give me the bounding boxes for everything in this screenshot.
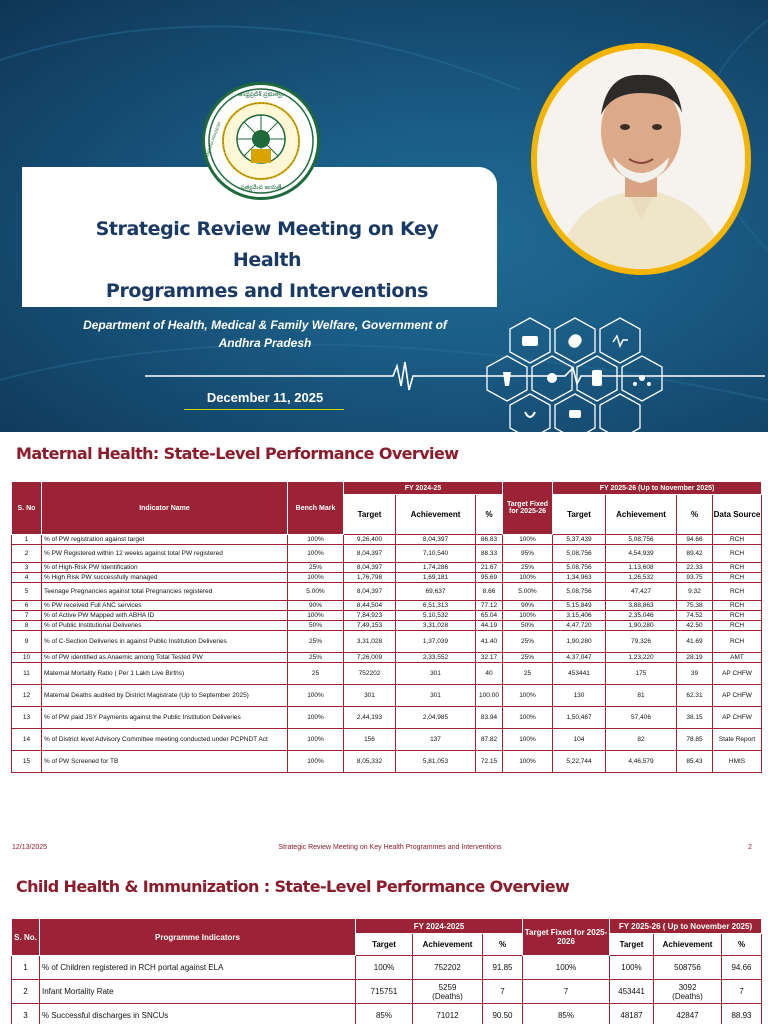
- cell-name: % of PW identified as Anaemic among Total Tested PW: [42, 653, 288, 663]
- maternal-slide-title: Maternal Health: State-Level Performance Overview: [16, 444, 459, 463]
- cell-t1: 8,04,397: [344, 545, 396, 563]
- cell-tf: 25%: [503, 563, 553, 573]
- cell-p1: 41.40: [476, 631, 503, 653]
- child-slide-title: Child Health & Immunization : State-Level Performance Overview: [16, 877, 570, 896]
- cell-tf: 85%: [523, 1004, 610, 1024]
- cell-t1: 8,05,332: [344, 751, 396, 773]
- cell-bench: 100%: [288, 611, 344, 621]
- cell-src: RCH: [713, 545, 762, 563]
- cell-bench: 100%: [288, 751, 344, 773]
- table-row: [12, 663, 762, 685]
- cell-p2: 39: [677, 663, 713, 685]
- table-row: [12, 685, 762, 707]
- cell-p1: 90.50: [483, 1004, 523, 1024]
- cell-a2: 47,427: [606, 583, 677, 601]
- cell-p2: 28.19: [677, 653, 713, 663]
- child-header-target-fixed: Target Fixed for 2025-2026: [523, 919, 610, 956]
- cell-a2: 79,326: [606, 631, 677, 653]
- cell-p2: 89.42: [677, 545, 713, 563]
- cell-p1: 91.85: [483, 956, 523, 980]
- cell-name: Maternal Deaths audited by District Magistrate (Up to September 2025): [42, 685, 288, 707]
- cell-tf: 100%: [503, 573, 553, 583]
- cell-bench: 100%: [288, 573, 344, 583]
- cell-tf: 100%: [503, 611, 553, 621]
- cell-sno: 7: [12, 611, 42, 621]
- cell-bench: 50%: [288, 621, 344, 631]
- cell-p1: 95.69: [476, 573, 503, 583]
- cell-tf: 100%: [523, 956, 610, 980]
- cell-t2: 130: [553, 685, 606, 707]
- header-achievement-2: Achievement: [606, 495, 677, 535]
- cell-sno: 1: [12, 535, 42, 545]
- medical-hexagon-icons: [475, 316, 685, 432]
- cell-sno: 10: [12, 653, 42, 663]
- cell-sno: 5: [12, 583, 42, 601]
- cell-a2: 3,88,863: [606, 601, 677, 611]
- cell-sno: 15: [12, 751, 42, 773]
- cell-sno: 3: [12, 563, 42, 573]
- cell-p2: 42.50: [677, 621, 713, 631]
- cell-p2: 94.66: [722, 956, 762, 980]
- cell-t1: 752202: [344, 663, 396, 685]
- cell-p1: 77.12: [476, 601, 503, 611]
- cell-a2: 57,406: [606, 707, 677, 729]
- cell-p2: 9.32: [677, 583, 713, 601]
- cell-name: % of Public Institutional Deliveries: [42, 621, 288, 631]
- child-header-fy-2025-26: FY 2025-26 ( Up to November 2025): [610, 919, 762, 934]
- cell-a2: 1,90,280: [606, 621, 677, 631]
- header-benchmark: Bench Mark: [288, 482, 344, 535]
- cell-a2: 175: [606, 663, 677, 685]
- cell-tf: 95%: [503, 545, 553, 563]
- cell-a1: 301: [396, 685, 476, 707]
- cell-a1: 8,04,397: [396, 535, 476, 545]
- cell-t1: 9,26,400: [344, 535, 396, 545]
- cell-tf: 100%: [503, 535, 553, 545]
- cell-t1: 2,44,193: [344, 707, 396, 729]
- cell-t2: 104: [553, 729, 606, 751]
- cell-a1: 5,81,053: [396, 751, 476, 773]
- cell-a2: 1,23,220: [606, 653, 677, 663]
- table-row: [12, 573, 762, 583]
- cell-p1: 72.15: [476, 751, 503, 773]
- footer-title: Strategic Review Meeting on Key Health Programmes and Interventions: [278, 844, 502, 851]
- cell-name: % High Risk PW successfully managed: [42, 573, 288, 583]
- maternal-table-body: [12, 535, 762, 773]
- cell-p1: 7: [483, 980, 523, 1004]
- cell-a1: 1,74,286: [396, 563, 476, 573]
- cell-src: AMT: [713, 653, 762, 663]
- cell-src: RCH: [713, 621, 762, 631]
- cell-bench: 100%: [288, 545, 344, 563]
- cell-tf: 100%: [503, 729, 553, 751]
- cell-a1: 5259 (Deaths): [413, 980, 483, 1004]
- cell-a1: 3,31,028: [396, 621, 476, 631]
- cell-p2: 22.33: [677, 563, 713, 573]
- table-row: [12, 621, 762, 631]
- title-line-1: Strategic Review Meeting on Key Health: [95, 218, 439, 271]
- cell-t1: 8,44,504: [344, 601, 396, 611]
- cell-bench: 100%: [288, 535, 344, 545]
- cell-name: % PW Registered within 12 weeks against total PW registered: [42, 545, 288, 563]
- cell-tf: 100%: [503, 707, 553, 729]
- cell-p2: 93.75: [677, 573, 713, 583]
- cell-p1: 21.67: [476, 563, 503, 573]
- header-percent-1: %: [476, 495, 503, 535]
- department-line-2: Andhra Pradesh: [218, 336, 312, 350]
- cell-t1: 85%: [356, 1004, 413, 1024]
- cell-name: % of PW Screened for TB: [42, 751, 288, 773]
- cell-a2: 2,35,046: [606, 611, 677, 621]
- cell-t2: 1,34,963: [553, 573, 606, 583]
- cell-sno: 4: [12, 573, 42, 583]
- emblem-text-top: ఆంధ్రప్రదేశ్ ప్రభుత్వం: [237, 91, 285, 98]
- header-percent-2: %: [677, 495, 713, 535]
- cell-sno: 14: [12, 729, 42, 751]
- cell-a2: 4,46,579: [606, 751, 677, 773]
- maternal-performance-table: [11, 481, 762, 773]
- cell-a1: 71012: [413, 1004, 483, 1024]
- cell-t1: 8,04,397: [344, 583, 396, 601]
- cell-name: % PW received Full ANC services: [42, 601, 288, 611]
- cell-name: Teenage Pregnancies against total Pregnancies registered: [42, 583, 288, 601]
- cell-p2: 62.31: [677, 685, 713, 707]
- cell-t1: 715751: [356, 980, 413, 1004]
- cell-t1: 7,84,923: [344, 611, 396, 621]
- table-row: [12, 545, 762, 563]
- cell-src: AP CHFW: [713, 663, 762, 685]
- cell-p1: 32.17: [476, 653, 503, 663]
- cell-src: RCH: [713, 535, 762, 545]
- cell-t2: 5,15,849: [553, 601, 606, 611]
- cell-p2: 78.85: [677, 729, 713, 751]
- cell-p2: 88.93: [722, 1004, 762, 1024]
- cell-bench: 25%: [288, 563, 344, 573]
- cell-p2: 38.15: [677, 707, 713, 729]
- cell-name: % of PW registration against target: [42, 535, 288, 545]
- cell-a2: 508756: [654, 956, 722, 980]
- cell-src: State Report: [713, 729, 762, 751]
- child-header-target-2: Target: [610, 934, 654, 956]
- presentation-date: December 11, 2025: [206, 390, 324, 405]
- cell-t2: 5,08,756: [553, 563, 606, 573]
- cell-name: % of High-Risk PW Identification: [42, 563, 288, 573]
- cell-name: % of PW paid JSY Payments against the Public Institution Deliveries: [42, 707, 288, 729]
- child-header-sno: S. No.: [12, 919, 40, 956]
- cell-src: AP CHFW: [713, 685, 762, 707]
- cell-t2: 100%: [610, 956, 654, 980]
- cell-sno: 9: [12, 631, 42, 653]
- cell-sno: 2: [12, 545, 42, 563]
- cell-tf: 25%: [503, 631, 553, 653]
- cell-t2: 3,15,406: [553, 611, 606, 621]
- cell-t2: 5,08,756: [553, 583, 606, 601]
- title-line-2: Programmes and Interventions: [105, 280, 429, 302]
- header-data-source: Data Source: [713, 495, 762, 535]
- cell-sno: 1: [12, 956, 40, 980]
- cell-name: % of Active PW Mapped with ABHA ID: [42, 611, 288, 621]
- cell-name: % of Children registered in RCH portal against ELA: [40, 956, 356, 980]
- cell-a2: 3092 (Deaths): [654, 980, 722, 1004]
- cell-a1: 5,10,532: [396, 611, 476, 621]
- cell-tf: 25: [503, 663, 553, 685]
- cell-p2: 74.52: [677, 611, 713, 621]
- cell-p1: 40: [476, 663, 503, 685]
- cell-t1: 156: [344, 729, 396, 751]
- cell-a2: 1,26,532: [606, 573, 677, 583]
- cell-tf: 7: [523, 980, 610, 1004]
- table-row: [12, 611, 762, 621]
- cell-t2: 4,37,047: [553, 653, 606, 663]
- header-target-fixed: Target Fixed for 2025-26: [503, 482, 553, 535]
- cell-tf: 90%: [503, 601, 553, 611]
- emblem-text-left: ANDHRA PRADESH: [204, 121, 222, 158]
- cell-bench: 90%: [288, 601, 344, 611]
- cell-sno: 11: [12, 663, 42, 685]
- portrait-photo: [537, 49, 745, 269]
- child-header-percent-1: %: [483, 934, 523, 956]
- cell-t2: 1,90,280: [553, 631, 606, 653]
- cell-a2: 81: [606, 685, 677, 707]
- cell-bench: 25%: [288, 631, 344, 653]
- emblem-text-bottom: సత్యమేవ జయతే: [240, 184, 282, 191]
- header-fy-2024-25: FY 2024-25: [344, 482, 503, 495]
- cell-src: RCH: [713, 573, 762, 583]
- cell-a2: 82: [606, 729, 677, 751]
- cell-p1: 8.66: [476, 583, 503, 601]
- cell-src: HMIS: [713, 751, 762, 773]
- footer-page-number: 2: [748, 844, 752, 851]
- cell-t1: 7,26,009: [344, 653, 396, 663]
- table-row: [12, 653, 762, 663]
- cell-name: % of C-Section Deliveries in against Public Institution Deliveries: [42, 631, 288, 653]
- cell-a1: 137: [396, 729, 476, 751]
- cell-sno: 8: [12, 621, 42, 631]
- chief-minister-portrait: [531, 43, 751, 275]
- cell-a1: 69,637: [396, 583, 476, 601]
- cell-p2: 75.38: [677, 601, 713, 611]
- cell-tf: 25%: [503, 653, 553, 663]
- cell-t1: 7,49,153: [344, 621, 396, 631]
- child-header-achievement-1: Achievement: [413, 934, 483, 956]
- table-row: [12, 583, 762, 601]
- cell-name: Maternal Mortality Ratio ( Per 1 Lakh Live Births): [42, 663, 288, 685]
- footer-date: 12/13/2025: [12, 844, 48, 851]
- cell-t1: 3,31,028: [344, 631, 396, 653]
- cell-t2: 5,22,744: [553, 751, 606, 773]
- cell-tf: 100%: [503, 751, 553, 773]
- table-row: [12, 956, 762, 980]
- cell-src: RCH: [713, 611, 762, 621]
- cell-a2: 42847: [654, 1004, 722, 1024]
- cell-bench: 25: [288, 663, 344, 685]
- child-header-achievement-2: Achievement: [654, 934, 722, 956]
- cell-name: % Successful discharges in SNCUs: [40, 1004, 356, 1024]
- cell-p1: 65.04: [476, 611, 503, 621]
- cell-a1: 301: [396, 663, 476, 685]
- cell-sno: 12: [12, 685, 42, 707]
- table-row: [12, 1004, 762, 1024]
- cell-src: RCH: [713, 583, 762, 601]
- department-line: [80, 316, 450, 352]
- child-header-fy-2024-25: FY 2024-2025: [356, 919, 523, 934]
- child-table-body: [12, 956, 762, 1024]
- cell-tf: 100%: [503, 685, 553, 707]
- cell-a1: 2,33,552: [396, 653, 476, 663]
- table-row: [12, 631, 762, 653]
- header-target-2: Target: [553, 495, 606, 535]
- cell-a1: 752202: [413, 956, 483, 980]
- table-row: [12, 729, 762, 751]
- cell-t2: 453441: [553, 663, 606, 685]
- cell-a1: 1,37,039: [396, 631, 476, 653]
- cell-p1: 87.82: [476, 729, 503, 751]
- header-fy-2025-26: FY 2025-26 (Up to November 2025): [553, 482, 762, 495]
- cell-p2: 7: [722, 980, 762, 1004]
- cell-p1: 44.19: [476, 621, 503, 631]
- emblem-icon: [205, 85, 317, 197]
- cell-name: Infant Mortality Rate: [40, 980, 356, 1004]
- cell-t2: 4,47,720: [553, 621, 606, 631]
- cell-src: AP CHFW: [713, 707, 762, 729]
- header-target-1: Target: [344, 495, 396, 535]
- cell-sno: 13: [12, 707, 42, 729]
- cell-a1: 1,69,181: [396, 573, 476, 583]
- state-emblem-logo: [202, 82, 320, 200]
- cell-t2: 5,08,756: [553, 545, 606, 563]
- header-sno: S. No: [12, 482, 42, 535]
- cell-t2: 453441: [610, 980, 654, 1004]
- table-row: [12, 980, 762, 1004]
- cell-bench: 5.00%: [288, 583, 344, 601]
- cell-t1: 100%: [356, 956, 413, 980]
- table-row: [12, 601, 762, 611]
- cell-sno: 3: [12, 1004, 40, 1024]
- cell-sno: 6: [12, 601, 42, 611]
- child-header-percent-2: %: [722, 934, 762, 956]
- cell-t1: 1,76,798: [344, 573, 396, 583]
- cell-t2: 48187: [610, 1004, 654, 1024]
- table-row: [12, 751, 762, 773]
- child-health-table: [11, 918, 762, 1024]
- cell-bench: 25%: [288, 653, 344, 663]
- cell-p2: 94.66: [677, 535, 713, 545]
- cell-bench: 100%: [288, 729, 344, 751]
- cell-a2: 1,13,608: [606, 563, 677, 573]
- cell-a2: 5,08,756: [606, 535, 677, 545]
- date-underline: [184, 409, 344, 410]
- cell-a1: 7,10,540: [396, 545, 476, 563]
- cell-src: RCH: [713, 601, 762, 611]
- header-indicator: Indicator Name: [42, 482, 288, 535]
- cell-a1: 2,04,985: [396, 707, 476, 729]
- cell-sno: 2: [12, 980, 40, 1004]
- presentation-title: [62, 214, 472, 307]
- child-header-indicator: Programme Indicators: [40, 919, 356, 956]
- header-achievement-1: Achievement: [396, 495, 476, 535]
- table-row: [12, 707, 762, 729]
- cell-t1: 301: [344, 685, 396, 707]
- department-line-1: Department of Health, Medical & Family Welfare, Government of: [83, 318, 447, 332]
- cell-p1: 83.94: [476, 707, 503, 729]
- cell-bench: 100%: [288, 685, 344, 707]
- title-slide: [0, 0, 768, 432]
- cell-p2: 41.69: [677, 631, 713, 653]
- cell-p2: 85.43: [677, 751, 713, 773]
- cell-src: RCH: [713, 631, 762, 653]
- table-row: [12, 535, 762, 545]
- cell-a1: 6,51,313: [396, 601, 476, 611]
- cell-p1: 86.83: [476, 535, 503, 545]
- cell-tf: 50%: [503, 621, 553, 631]
- table-row: [12, 563, 762, 573]
- cell-name: % of District level Advisory Committee meeting conducted under PCPNDT Act: [42, 729, 288, 751]
- cell-tf: 5.00%: [503, 583, 553, 601]
- cell-p1: 100.00: [476, 685, 503, 707]
- cell-p1: 88.33: [476, 545, 503, 563]
- cell-src: RCH: [713, 563, 762, 573]
- cell-bench: 100%: [288, 707, 344, 729]
- cell-t2: 1,50,467: [553, 707, 606, 729]
- cell-a2: 4,54,939: [606, 545, 677, 563]
- cell-t2: 5,37,439: [553, 535, 606, 545]
- person-icon: [537, 49, 745, 269]
- cell-t1: 8,04,397: [344, 563, 396, 573]
- child-header-target-1: Target: [356, 934, 413, 956]
